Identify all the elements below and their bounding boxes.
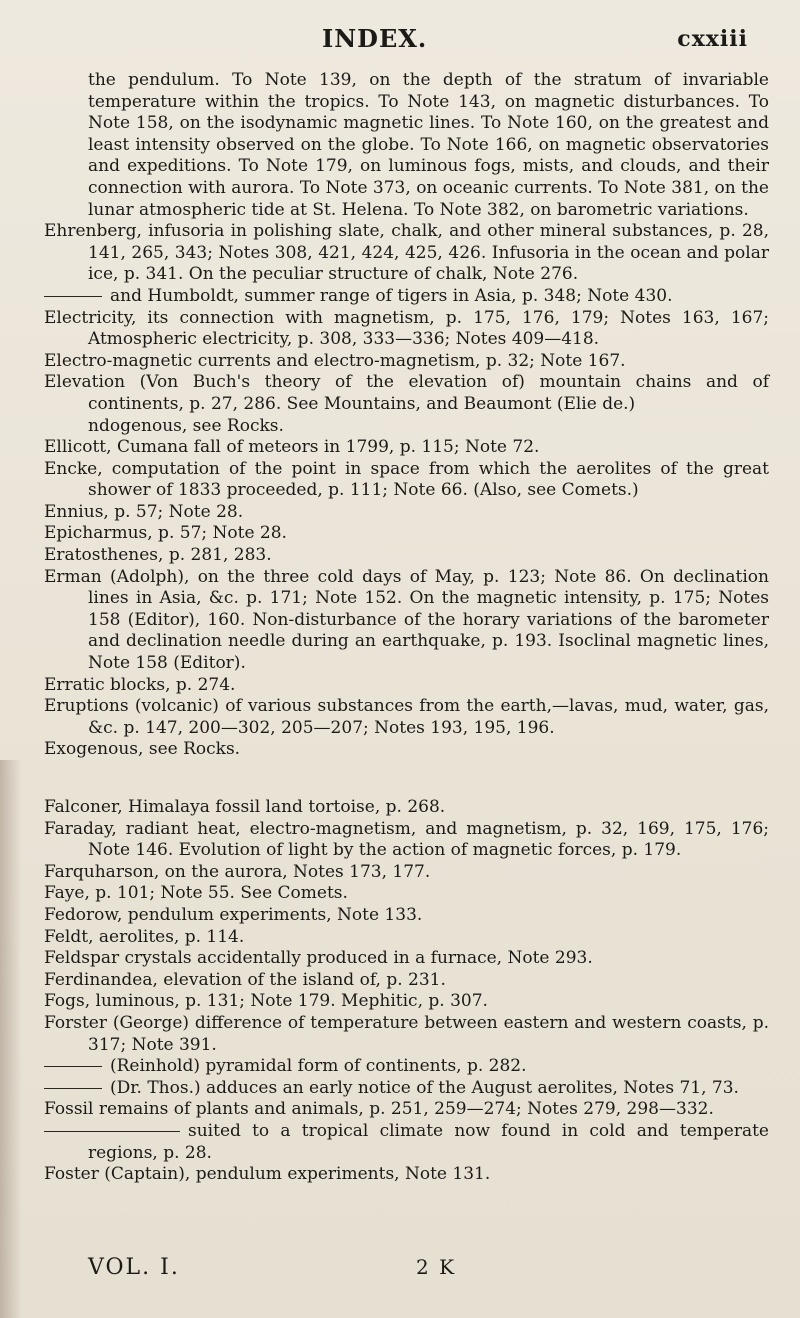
index-entry-endogenous xyxy=(44,416,769,438)
entry-text: Elevation (Von Buch's theory of the elevation of) mountain chains and of continents, p. 27, 286. See Mountains, and Beaumont (Elie de.) xyxy=(44,372,769,414)
ditto-dash xyxy=(44,1066,102,1067)
index-entry-ehrenberg-humboldt xyxy=(44,286,769,308)
index-entry-foster xyxy=(44,1164,769,1186)
ditto-dash xyxy=(44,1131,180,1132)
entry-text: Farquharson, on the aurora, Notes 173, 177. xyxy=(44,861,431,882)
index-entry-falconer xyxy=(44,797,769,819)
index-entry-feldspar xyxy=(44,948,769,970)
entry-text: Electricity, its connection with magnetism, p. 175, 176, 179; Notes 163, 167; Atmospheric electricity, p. 308, 333—336; Notes 409—418. xyxy=(44,307,769,350)
entry-text: Epicharmus, p. 57; Note 28. xyxy=(44,523,287,544)
header-page-numeral: cxxiii xyxy=(677,26,748,52)
signature-mark: 2 K xyxy=(416,1255,457,1279)
entry-text: Feldt, aerolites, p. 114. xyxy=(44,926,245,947)
index-entry-electro-magnetic xyxy=(44,351,769,373)
entry-text: Erman (Adolph), on the three cold days of May, p. 123; Note 86. On declination lines in Asia, &c. p. 171; Note 152. On the magnetic intensity, p. 175; Notes 158 (Editor), 160. Non-disturbance of the horary variations of the barometer and declination needle during an earthquake, p. 193. Isoclinal magnetic lines, Note 158 (Editor). xyxy=(44,566,769,674)
index-entry-ferdinandea xyxy=(44,970,769,992)
index-entry-ehrenberg xyxy=(44,221,769,286)
index-entry-erman xyxy=(44,567,769,675)
index-entry-encke xyxy=(44,459,769,502)
index-entry-erratic xyxy=(44,675,769,697)
entry-text: Encke, computation of the point in space from which the aerolites of the great shower of 1833 proceeded, p. 111; Note 66. (Also, see Comets.) xyxy=(44,458,769,501)
index-entry-pendulum-cont xyxy=(44,70,769,221)
entry-text: the pendulum. To Note 139, on the depth of the stratum of invariable temperature within the tropics. To Note 143, on magnetic disturbances. To Note 158, on the isodynamic magnetic lines. To Note 160, on the greatest and least intensity observed on the globe. To Note 166, on magnetic observatories and expeditions. To Note 179, on luminous fogs, mists, and clouds, and their connection with aurora. To Note 373, on oceanic currents. To Note 381, on the lunar atmospheric tide at St. Helena. To Note 382, on barometric variations. xyxy=(88,70,769,220)
index-entry-eratosthenes xyxy=(44,545,769,567)
entry-text: Ferdinandea, elevation of the island of, p. 231. xyxy=(44,969,446,990)
index-entry-feldt xyxy=(44,927,769,949)
entry-text: Erratic blocks, p. 274. xyxy=(44,674,236,695)
section-gap xyxy=(44,761,769,797)
index-entry-faye xyxy=(44,883,769,905)
entry-text: (Reinhold) pyramidal form of continents, p. 282. xyxy=(110,1056,527,1077)
index-entry-ellicott xyxy=(44,437,769,459)
volume-mark: VOL. I. xyxy=(88,1255,180,1280)
index-entries xyxy=(44,70,769,1186)
entry-text: Ellicott, Cumana fall of meteors in 1799, p. 115; Note 72. xyxy=(44,437,540,458)
entry-text: Ehrenberg, infusoria in polishing slate, chalk, and other mineral substances, p. 28, 141, 265, 343; Notes 308, 421, 424, 425, 426. Infusoria in the ocean and polar ice, p. 341. On the peculiar structure of chalk, Note 276. xyxy=(44,221,769,285)
entry-text: suited to a tropical climate now found in cold and temperate regions, p. 28. xyxy=(88,1120,769,1163)
entry-text: Ennius, p. 57; Note 28. xyxy=(44,501,244,522)
entry-text: ndogenous, see Rocks. xyxy=(88,415,284,436)
index-entry-eruptions xyxy=(44,696,769,739)
index-entry-fossil-suited xyxy=(44,1121,769,1164)
index-entry-farquharson xyxy=(44,862,769,884)
entry-text: Faye, p. 101; Note 55. See Comets. xyxy=(44,883,348,904)
index-entry-forster-reinhold xyxy=(44,1056,769,1078)
entry-text: Eruptions (volcanic) of various substances from the earth,—lavas, mud, water, gas, &c. p. 147, 200—302, 205—207; Notes 193, 195, 196. xyxy=(44,696,769,738)
index-entry-faraday xyxy=(44,819,769,862)
index-entry-ennius xyxy=(44,502,769,524)
index-entry-forster-george xyxy=(44,1013,769,1056)
index-entry-fogs xyxy=(44,991,769,1013)
entry-text: Foster (Captain), pendulum experiments, Note 131. xyxy=(44,1164,491,1185)
entry-text: Fogs, luminous, p. 131; Note 179. Mephitic, p. 307. xyxy=(44,991,488,1012)
ditto-dash xyxy=(44,296,102,297)
entry-text: (Dr. Thos.) adduces an early notice of the August aerolites, Notes 71, 73. xyxy=(110,1077,739,1098)
index-entry-fedorow xyxy=(44,905,769,927)
index-entry-epicharmus xyxy=(44,523,769,545)
page-footer xyxy=(0,1255,800,1285)
entry-text: Exogenous, see Rocks. xyxy=(44,739,241,760)
entry-text: Feldspar crystals accidentally produced in a furnace, Note 293. xyxy=(44,948,593,969)
running-header xyxy=(0,14,800,54)
entry-text: and Humboldt, summer range of tigers in Asia, p. 348; Note 430. xyxy=(110,285,673,306)
entry-text: Forster (George) difference of temperature between eastern and western coasts, p. 317; Note 391. xyxy=(44,1012,769,1055)
index-entry-fossil xyxy=(44,1099,769,1121)
entry-text: Faraday, radiant heat, electro-magnetism, and magnetism, p. 32, 169, 175, 176; Note 146. Evolution of light by the action of magnetic forces, p. 179. xyxy=(44,818,769,861)
header-title: INDEX. xyxy=(322,24,428,53)
entry-text: Eratosthenes, p. 281, 283. xyxy=(44,545,272,566)
entry-text: Fossil remains of plants and animals, p. 251, 259—274; Notes 279, 298—332. xyxy=(44,1099,714,1120)
ditto-dash xyxy=(44,1088,102,1089)
index-entry-elevation xyxy=(44,372,769,415)
entry-text: Fedorow, pendulum experiments, Note 133. xyxy=(44,904,423,925)
entry-text: Falconer, Himalaya fossil land tortoise, p. 268. xyxy=(44,797,446,817)
entry-text: Electro-magnetic currents and electro-magnetism, p. 32; Note 167. xyxy=(44,350,626,371)
index-entry-electricity xyxy=(44,308,769,351)
index-entry-exogenous xyxy=(44,739,769,761)
page-edge-shadow xyxy=(0,760,22,1318)
index-entry-forster-thos xyxy=(44,1078,769,1100)
